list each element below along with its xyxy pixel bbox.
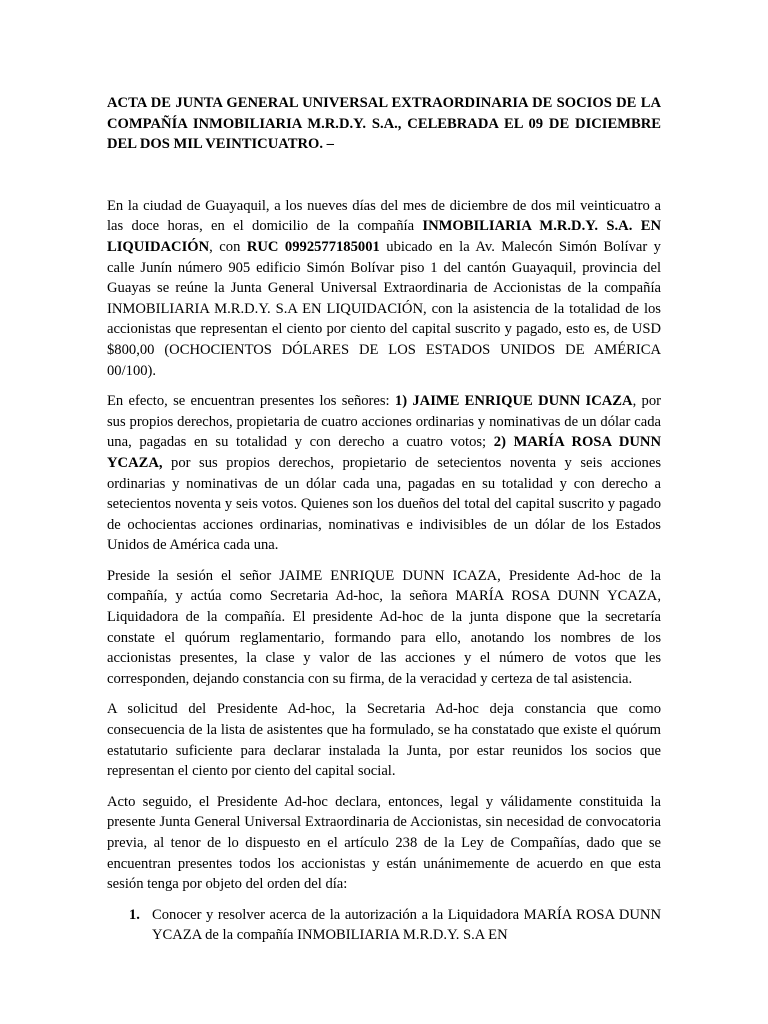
paragraph-text: , por sus propios derechos, propietaria de cuatro acciones ordinarias y nominativas de un dólar cada una, pagadas en su totalidad y con derecho a cuatro votos; bbox=[107, 393, 661, 451]
shareholder-1-name: 1) JAIME ENRIQUE DUNN ICAZA bbox=[394, 393, 633, 410]
paragraph-text: En la ciudad de Guayaquil, a los nueves días del mes de diciembre de dos mil veinticuatro a las doce horas, en el domicilio de la compañía bbox=[107, 197, 661, 235]
paragraph-text: por sus propios derechos, propietario de setecientos noventa y seis acciones ordinarias y nominativas de un dólar cada una, pagadas en su totalidad y con derecho a setecientos noventa y seis votos. Quienes son los dueños del total del capital suscrito y pagado de ochocientas acciones ordinarias, nominativas e indivisibles de un dólar de los Estados Unidos de América cada una. bbox=[107, 454, 661, 554]
document-page bbox=[107, 88, 661, 946]
agenda-list bbox=[107, 905, 661, 946]
paragraph-constitution: Acto seguido, el Presidente Ad-hoc declara, entonces, legal y válidamente constituida la presente Junta General Universal Extraordinaria de Accionistas, sin necesidad de convocatoria previa, al tenor de lo dispuesto en el artículo 238 de la Ley de Compañías, dado que se encuentran presentes todos los accionistas y están unánimemente de acuerdo en que esta sesión tenga por objeto del orden del día: bbox=[107, 793, 661, 893]
document-title: ACTA DE JUNTA GENERAL UNIVERSAL EXTRAORDINARIA DE SOCIOS DE LA COMPAÑÍA INMOBILIARIA M.R.D.Y. S.A., CELEBRADA EL 09 DE DICIEMBRE DEL DOS MIL VEINTICUATRO. – bbox=[107, 95, 661, 153]
paragraph-attendees bbox=[107, 391, 661, 556]
ruc-number: RUC 0992577185001 bbox=[246, 238, 380, 255]
paragraph-text: , con bbox=[209, 238, 247, 255]
paragraph-opening bbox=[107, 196, 661, 381]
paragraph-text: En efecto, se encuentran presentes los señores: bbox=[107, 393, 395, 410]
list-item-number: 1. bbox=[129, 906, 140, 923]
paragraph-quorum: A solicitud del Presidente Ad-hoc, la Secretaria Ad-hoc deja constancia que como consecuencia de la lista de asistentes que ha formulado, se ha constatado que existe el quórum estatutario suficiente para declarar instalada la Junta, por estar reunidos los socios que representan el ciento por ciento del capital social. bbox=[107, 701, 661, 780]
paragraph-presidency: Preside la sesión el señor JAIME ENRIQUE DUNN ICAZA, Presidente Ad-hoc de la compañía, y actúa como Secretaria Ad-hoc, la señora MARÍA ROSA DUNN YCAZA, Liquidadora de la compañía. El presidente Ad-hoc de la junta dispone que la secretaría constate el quórum reglamentario, formando para ello, anotando los nombres de los accionistas presentes, la clase y valor de las acciones y el número de votos que les corresponden, dejando constancia con su firma, de la veracidad y certeza de tal asistencia. bbox=[107, 567, 661, 687]
list-item bbox=[107, 905, 661, 946]
company-name: INMOBILIARIA M.R.D.Y. S.A. EN LIQUIDACIÓN bbox=[107, 218, 661, 255]
paragraph-text: ubicado en la Av. Malecón Simón Bolívar y calle Junín número 905 edificio Simón Bolívar piso 1 del cantón Guayaquil, provincia del Guayas se reúne la Junta General Universal Extraordinaria de Accionistas de la compañía INMOBILIARIA M.R.D.Y. S.A EN LIQUIDACIÓN, con la asistencia de la totalidad de los accionistas que representan el ciento por ciento del capital suscrito y pagado, esto es, de USD $800,00 (OCHOCIENTOS DÓLARES DE LOS ESTADOS UNIDOS DE AMÉRICA 00/100). bbox=[107, 238, 661, 379]
list-item-text: Conocer y resolver acerca de la autorización a la Liquidadora MARÍA ROSA DUNN YCAZA de la compañía INMOBILIARIA M.R.D.Y. S.A EN bbox=[152, 906, 661, 944]
shareholder-2-name: 2) MARÍA ROSA DUNN YCAZA, bbox=[107, 434, 662, 471]
